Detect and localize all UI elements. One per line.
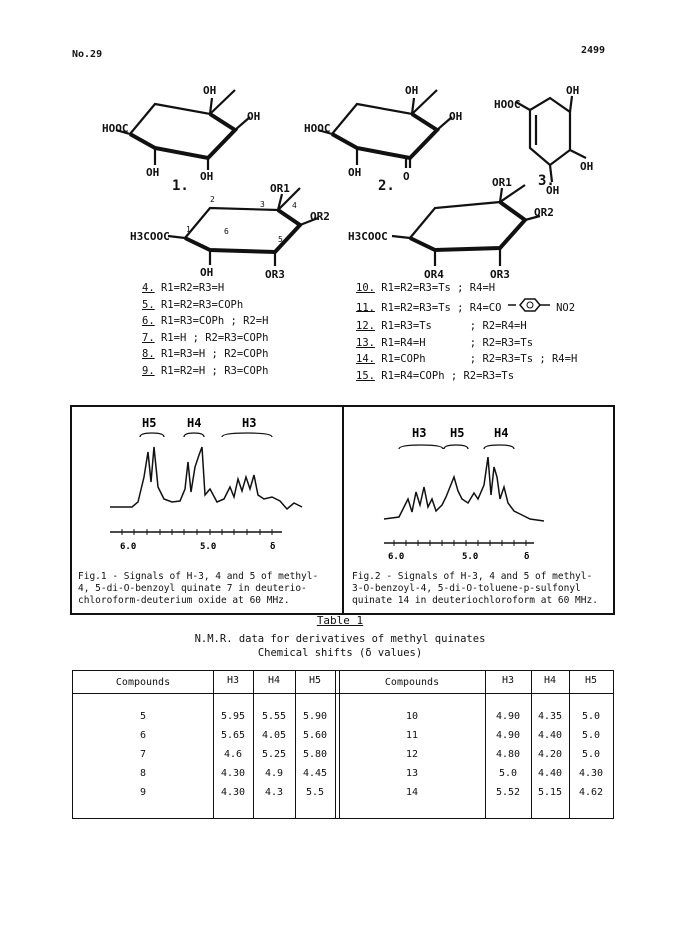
s1-oh-top: OH xyxy=(203,84,217,97)
page-number: 2499 xyxy=(581,45,606,56)
compound-4: 4. R1=R2=R3=H xyxy=(142,282,225,294)
s1-oh-br: OH xyxy=(200,170,214,183)
fig2-caption: Fig.2 - Signals of H-3, 4 and 5 of methyl- 3-O-benzoyl-4, 5-di-O-toluene-p-sulfonyl quinate 14 in deuteriochloroform at 60 MHz. xyxy=(352,571,598,606)
table-cell-shift: 5.55 xyxy=(261,711,287,722)
table-cell-shift: 4.45 xyxy=(302,768,328,779)
compound-7: 7. R1=H ; R2=R3=COPh xyxy=(142,331,269,344)
table-cell-shift: 5.65 xyxy=(220,730,246,741)
table-cell-compound: 10 xyxy=(405,711,419,722)
table-cell-shift: 5.0 xyxy=(581,749,601,760)
compound-5: 5. R1=R2=R3=COPh xyxy=(142,298,244,311)
fig2-tick-5: 5.0 xyxy=(462,552,479,562)
table-cell-shift: 5.95 xyxy=(220,711,246,722)
figures-box xyxy=(70,405,615,615)
rb-ester: H3COOC xyxy=(348,230,388,243)
fig1-peak-h4: H4 xyxy=(187,416,202,430)
col-h4-right: H4 xyxy=(543,675,557,686)
col-h3-right: H3 xyxy=(501,675,515,686)
table-cell-shift: 4.40 xyxy=(537,730,563,741)
table-cell-shift: 5.15 xyxy=(537,787,563,798)
table-cell-shift: 4.30 xyxy=(578,768,604,779)
chemical-structures xyxy=(60,70,620,290)
table-label: Table 1 xyxy=(316,614,364,627)
pos-5: 5 xyxy=(278,235,283,244)
s2-ketone: O xyxy=(403,170,410,183)
col-compounds-left: Compounds xyxy=(115,677,171,688)
fig1-spectrum xyxy=(72,407,342,567)
col-h4-left: H4 xyxy=(267,675,281,686)
compound-11: 11. R1=R2=R3=Ts ; R4=CO NO2 xyxy=(356,297,577,319)
s2-oh-right: OH xyxy=(449,110,463,123)
table-cell-shift: 5.80 xyxy=(302,749,328,760)
table-cell-compound: 8 xyxy=(139,768,147,779)
s3-oh-b: OH xyxy=(546,184,560,197)
table-subtitle: Chemical shifts (δ values) xyxy=(257,647,423,659)
table-cell-shift: 4.3 xyxy=(264,787,284,798)
table-cell-shift: 5.60 xyxy=(302,730,328,741)
fig1-peak-h5: H5 xyxy=(142,416,157,430)
s2-oh-bl: OH xyxy=(348,166,362,179)
table-cell-shift: 4.30 xyxy=(220,787,246,798)
table-cell-shift: 5.0 xyxy=(581,730,601,741)
table-cell-compound: 9 xyxy=(139,787,147,798)
pos-3: 3 xyxy=(260,200,265,209)
table-cell-compound: 14 xyxy=(405,787,419,798)
table-cell-shift: 5.90 xyxy=(302,711,328,722)
lb-ester: H3COOC xyxy=(130,230,170,243)
pos-6: 6 xyxy=(224,227,229,236)
fig2-tick-6: 6.0 xyxy=(388,552,405,562)
fig2-peak-h4: H4 xyxy=(494,426,509,440)
nmr-table xyxy=(72,670,614,819)
s2-cooh: HOOC xyxy=(304,122,331,135)
compound-9: 9. R1=R2=H ; R3=COPh xyxy=(142,364,269,377)
compound-8: 8. R1=R3=H ; R2=COPh xyxy=(142,348,269,360)
compound-list-right xyxy=(356,280,577,384)
lb-oh: OH xyxy=(200,266,214,279)
fig1-caption: Fig.1 - Signals of H-3, 4 and 5 of methyl- 4, 5-di-O-benzoyl quinate 7 in deuterio- chloroform-deuterium oxide at 60 MHz. xyxy=(78,571,319,606)
s1-oh-right: OH xyxy=(247,110,261,123)
table-cell-compound: 6 xyxy=(139,730,147,741)
table-cell-shift: 4.35 xyxy=(537,711,563,722)
compound-13: 13. R1=R4=H ; R2=R3=Ts xyxy=(356,336,534,349)
table-cell-shift: 5.25 xyxy=(261,749,287,760)
col-h5-left: H5 xyxy=(308,675,322,686)
table-cell-shift: 4.90 xyxy=(495,711,521,722)
rb-or2: OR2 xyxy=(534,206,554,219)
s1-cooh: HOOC xyxy=(102,122,129,135)
table-cell-shift: 4.40 xyxy=(537,768,563,779)
table-cell-shift: 4.80 xyxy=(495,749,521,760)
rb-or3: OR3 xyxy=(490,268,510,281)
fig1-tick-6: 6.0 xyxy=(120,542,137,552)
label-1: 1. xyxy=(172,178,189,194)
compound-15: 15. R1=R4=COPh ; R2=R3=Ts xyxy=(356,369,515,382)
s3-oh-top: OH xyxy=(566,84,580,97)
rb-or4: OR4 xyxy=(424,268,444,281)
table-cell-shift: 4.20 xyxy=(537,749,563,760)
table-cell-shift: 5.0 xyxy=(581,711,601,722)
label-2: 2. xyxy=(378,178,395,194)
table-cell-shift: 4.90 xyxy=(495,730,521,741)
table-cell-compound: 12 xyxy=(405,749,419,760)
label-3: 3. xyxy=(538,173,555,189)
lb-or3: OR3 xyxy=(265,268,285,281)
table-cell-shift: 4.9 xyxy=(264,768,284,779)
s1-oh-bl: OH xyxy=(146,166,160,179)
compound-list-left xyxy=(142,280,268,379)
fig2-spectrum xyxy=(344,407,612,567)
pos-2: 2 xyxy=(210,195,215,204)
fig2-tick-delta: δ xyxy=(524,552,530,562)
fig2-peak-h5: H5 xyxy=(450,426,465,440)
col-compounds-right: Compounds xyxy=(384,677,440,688)
table-cell-compound: 7 xyxy=(139,749,147,760)
s3-cooh: HOOC xyxy=(494,98,521,111)
table-cell-shift: 4.62 xyxy=(578,787,604,798)
s1-ring-front xyxy=(130,114,235,158)
s1-ring-back xyxy=(130,90,235,134)
s3-oh-r: OH xyxy=(580,160,594,173)
table-cell-compound: 13 xyxy=(405,768,419,779)
col-h3-left: H3 xyxy=(226,675,240,686)
compound-12: 12. R1=R3=Ts ; R2=R4=H xyxy=(356,320,527,332)
lb-or2: OR2 xyxy=(310,210,330,223)
table-cell-shift: 5.5 xyxy=(305,787,325,798)
fig2-peak-h3: H3 xyxy=(412,426,427,440)
table-cell-shift: 4.30 xyxy=(220,768,246,779)
journal-issue: No.29 xyxy=(72,49,103,60)
fig1-peak-h3: H3 xyxy=(242,416,257,430)
lb-or1: OR1 xyxy=(270,182,290,195)
s2-oh-top: OH xyxy=(405,84,419,97)
table-cell-shift: 4.05 xyxy=(261,730,287,741)
fig2-trace xyxy=(384,457,544,521)
nitrophenyl-ring xyxy=(508,297,550,319)
rb-or1: OR1 xyxy=(492,176,512,189)
table-cell-shift: 5.0 xyxy=(498,768,518,779)
pos-4: 4 xyxy=(292,201,297,210)
compound-14: 14. R1=COPh ; R2=R3=Ts ; R4=H xyxy=(356,353,578,365)
pos-1: 1 xyxy=(186,225,191,234)
table-cell-compound: 11 xyxy=(405,730,419,741)
table-title: N.M.R. data for derivatives of methyl quinates xyxy=(194,633,486,645)
table-cell-compound: 5 xyxy=(139,711,147,722)
table-cell-shift: 4.6 xyxy=(223,749,243,760)
fig1-tick-delta: δ xyxy=(270,542,276,552)
table-cell-shift: 5.52 xyxy=(495,787,521,798)
compound-6: 6. R1=R3=COPh ; R2=H xyxy=(142,315,269,327)
compound-10: 10. R1=R2=R3=Ts ; R4=H xyxy=(356,282,496,294)
col-h5-right: H5 xyxy=(584,675,598,686)
fig1-trace xyxy=(110,447,302,509)
fig1-tick-5: 5.0 xyxy=(200,542,217,552)
